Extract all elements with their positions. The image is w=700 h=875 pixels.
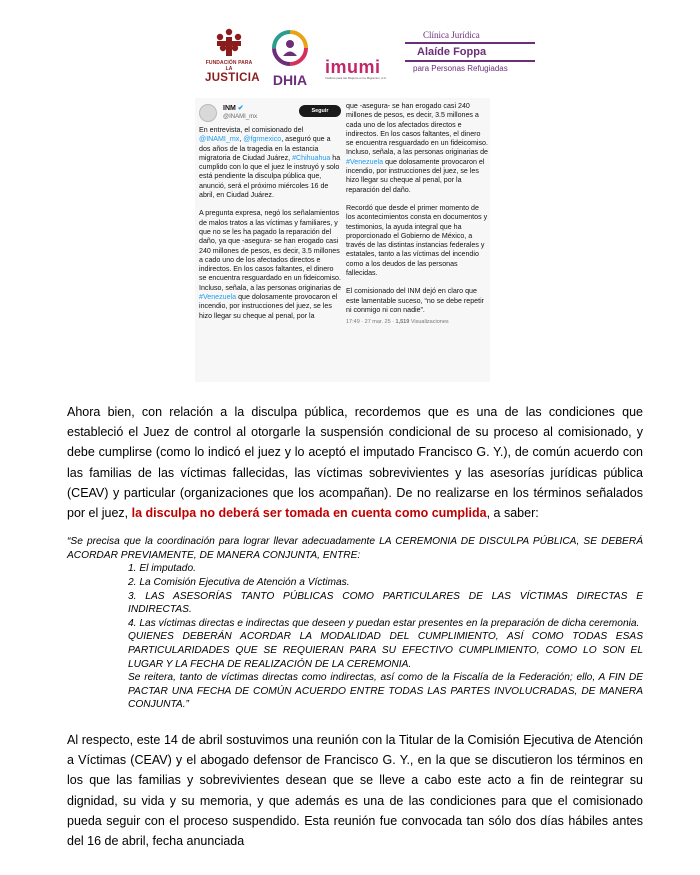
tweet-right-column	[346, 102, 488, 328]
clinica-juridica-logo	[405, 30, 535, 73]
tweet-text: ha cumplido con lo que el juez le instruyó y solo está pendiente la disculpa pública que, anunció, será el próximo miércoles 16 de abril, en Ciudad Juárez.	[199, 153, 341, 200]
circle-emblem-icon	[270, 28, 310, 68]
avatar[interactable]	[199, 104, 217, 122]
tweet-paragraph: Recordó que desde el primer momento de los acontecimientos consta en documentos y testimonios, la ayuda integral que ha proporcionado el Gobierno de México, a través de las distintas instancias federales y estatales, tanto a las víctimas del incendio como a los deudos de las personas fallecidas.	[346, 203, 488, 278]
clinica-divider	[405, 60, 535, 62]
quote-item: 2. La Comisión Ejecutiva de Atención a Víctimas.	[128, 577, 350, 588]
tweet-timestamp[interactable]: 17:49 · 27 mar. 25 ·	[346, 319, 396, 326]
quote-intro: “Se precisa que la coordinación para lograr llevar adecuadamente LA CEREMONIA DE DISCULPA PÚBLICA, SE DEBERÁ ACORDAR PREVIAMENTE, DE MANERA CONJUNTA, ENTRE:	[67, 536, 643, 561]
follow-button[interactable]: Seguir	[299, 105, 341, 117]
tweet-paragraph	[199, 209, 341, 321]
paragraph-text: , a saber:	[486, 506, 539, 521]
mention-link[interactable]: @INAMI_mx	[199, 135, 240, 144]
paragraph-disculpa	[67, 402, 643, 523]
tweet-text: En entrevista, el comisionado del	[199, 126, 304, 134]
paragraph-reunion: Al respecto, este 14 de abril sostuvimos una reunión con la Titular de la Comisión Ejecutiva de Atención a Víctimas (CEAV) y el abogado defensor de Francisco G. Y., en la que se discutieron los términos en los que las familias y sobrevivientes desean que se lleve a cabo este acto a fin de reintegrar su dignidad, su vida y su memoria, y que además es una de las condiciones para que el comisionado pueda seguir con el proceso suspendido. Esta reunión fue convocada tan sólo dos días hábiles antes del 16 de abril, fecha anunciada	[67, 732, 643, 848]
hashtag-link[interactable]: #Venezuela	[199, 293, 237, 302]
logo-strip	[205, 28, 535, 90]
quote-item: 3. LAS ASESORÍAS TANTO PÚBLICAS COMO PARTICULARES DE LAS VÍCTIMAS DIRECTAS E INDIRECTAS.	[128, 590, 643, 616]
tweet-text: A pregunta expresa, negó los señalamientos de malos tratos a las víctimas y familiares, y que no se les ha pagado la reparación del daño, ya que -asegura- se han erogado casi 240 millones de pesos, es decir, 3.5 millones a cado uno de los afectados directos e indirectos. En los casos faltantes, el dinero se encuentra resguardado en un fideicomiso. Incluso, señala, a las personas originarias de	[199, 209, 341, 292]
tweet-view-label: Visualizaciones	[409, 319, 449, 326]
clinica-line3: para Personas Refugiadas	[413, 64, 508, 73]
mention-link[interactable]: @fgrmexico	[243, 135, 282, 144]
tweet-author-handle[interactable]: @INAMI_mx	[223, 114, 258, 120]
tweet-screenshot	[195, 98, 490, 382]
clinica-line1: Clínica Jurídica	[423, 30, 480, 40]
tweet-left-column	[199, 102, 341, 330]
quote-item: QUIENES DEBERÁN ACORDAR LA MODALIDAD DEL CUMPLIMIENTO, ASÍ COMO TODAS ESAS PARTICULARIDADES QUE SE REQUIERAN PARA SU EFECTIVO CUMPLIMIENTO, COMO LO SON EL LUGAR Y LA FECHA DE REALIZACIÓN DE LA CEREMONIA.	[128, 631, 643, 670]
fundacion-line2: JUSTICIA	[205, 72, 260, 84]
dhia-wordmark: DHIA	[272, 72, 308, 88]
tweet-paragraph	[346, 102, 488, 195]
tweet-text: que dolosamente provocaron el incendio, por instrucciones del juez, se les hizo llegar su cheque al penal, por la	[199, 293, 338, 320]
tweet-text: , aseguró que a dos años de la tragedia en la estancia migratoria de Ciudad Juárez,	[199, 135, 331, 162]
tweet-text: que -asegura- se han erogado casi 240 millones de pesos, es decir, 3.5 millones a cada uno de los afectados directos e indirectos. En los casos faltantes, el dinero se encuentra resguardado en un fideicomiso. Incluso, señala, a las personas originarias de	[346, 102, 488, 157]
tweet-view-count: 1,519	[395, 319, 410, 326]
tweet-paragraph	[199, 126, 341, 200]
tweet-author-name[interactable]	[223, 104, 244, 113]
dhia-logo	[265, 28, 315, 87]
star-emblem-icon	[212, 28, 246, 58]
fundacion-line1: FUNDACIÓN PARA LA	[205, 60, 253, 72]
hashtag-link[interactable]: #Chihuahua	[292, 153, 331, 162]
tweet-author-name-text: INM	[223, 105, 236, 112]
tweet-meta	[346, 318, 488, 327]
clinica-line2: Alaíde Foppa	[417, 46, 487, 58]
imumi-logo	[325, 58, 393, 80]
tweet-text: ,	[239, 135, 244, 144]
document-body	[67, 402, 643, 851]
quote-item: 1. El imputado.	[128, 563, 196, 575]
quote-item: 4. Las víctimas directas e indirectas que deseen y puedan estar presentes en la preparación de dicha ceremonia.	[128, 617, 640, 629]
tweet-paragraph: El comisionado del INM dejó en claro que este lamentable suceso, “no se debe repetir ni conmigo ni con nadie”.	[346, 287, 485, 314]
clinica-divider	[405, 42, 535, 44]
emphasis-text: la disculpa no deberá ser tomada en cuenta como cumplida	[131, 506, 487, 521]
fundacion-para-la-justicia-logo	[205, 28, 260, 84]
verified-icon: ✔	[237, 105, 244, 112]
tweet-text: que dolosamente provocaron el incendio, por instrucciones del juez, se les hizo llegar su cheque al penal, por la reparación del daño.	[346, 157, 485, 194]
court-quote	[67, 535, 643, 712]
hashtag-link[interactable]: #Venezuela	[346, 157, 384, 166]
quote-item: Se reitera, tanto de víctimas directas como indirectas, así como de la Fiscalía de la Federación; ello, A FIN DE PACTAR UNA FECHA DE COMÚN ACUERDO ENTRE TODAS LAS PARTES INVOLUCRADAS, DE MANERA CONJUNTA.”	[128, 672, 643, 711]
imumi-subtitle: Instituto para las Mujeres en la Migración, A.C.	[325, 76, 388, 80]
tweet-header	[199, 102, 341, 126]
paragraph-text: Ahora bien, con relación a la disculpa pública, recordemos que es una de las condiciones que estableció el Juez de control al otorgarle la suspensión condicional de su proceso al comisionado, y debe cumplirse (como lo indicó el juez y lo aceptó el imputado Francisco G. Y.), de común acuerdo con las familias de las víctimas fallecidas, las víctimas sobrevivientes y las asesorías jurídicas pública (CEAV) y particular (organizaciones que los acompañan). De no realizarse en los términos señalados por el juez,	[67, 405, 643, 521]
imumi-wordmark: imumi	[325, 57, 381, 77]
quote-list	[67, 562, 643, 712]
